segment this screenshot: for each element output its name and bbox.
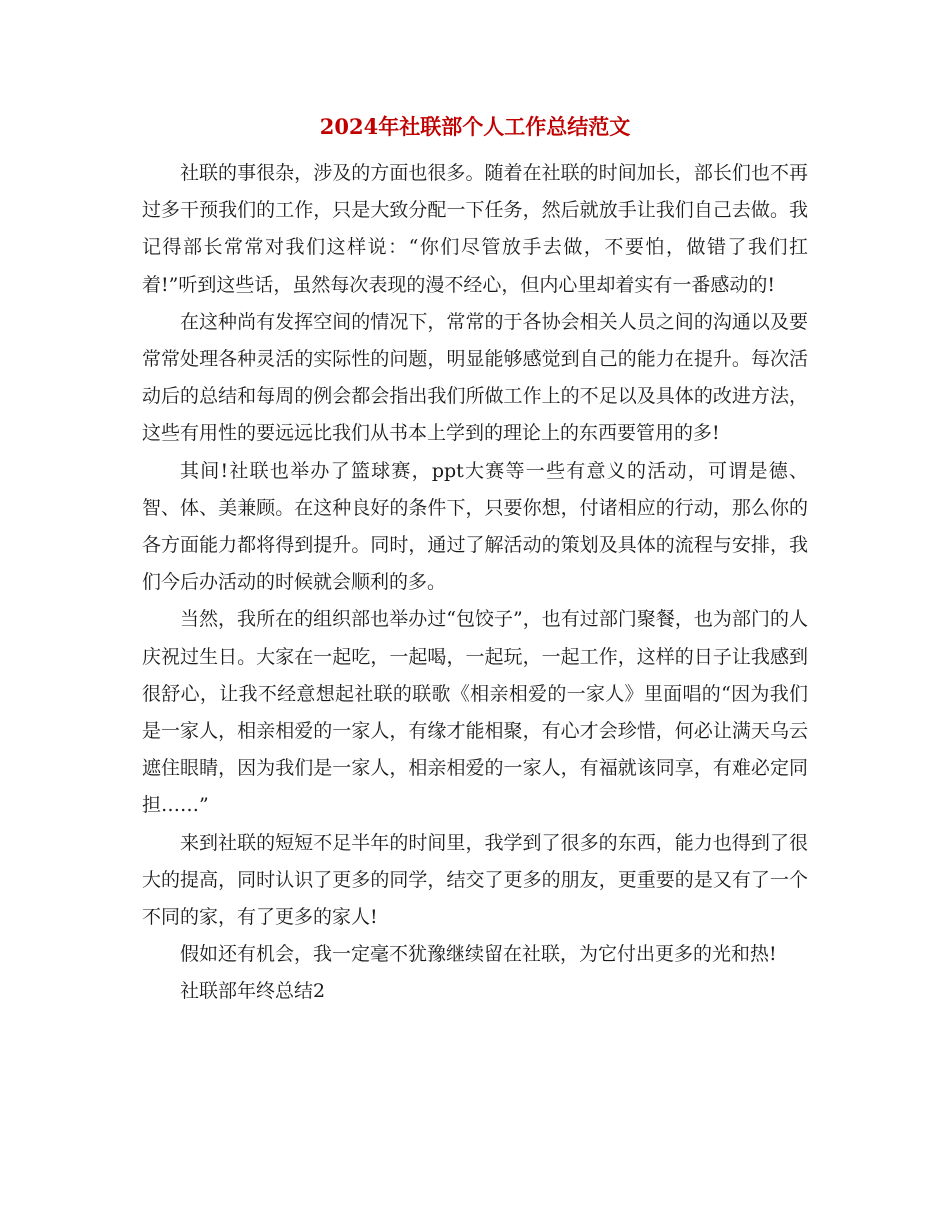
paragraph: 社联的事很杂，涉及的方面也很多。随着在社联的时间加长，部长们也不再过多干预我们的工作，只是大致分配一下任务，然后就放手让我们自己去做。我记得部长常常对我们这样说：“你们尽管放手去做，不要怕，做错了我们扛着!”听到这些话，虽然每次表现的漫不经心，但内心里却着实有一番感动的! bbox=[142, 162, 808, 296]
document-body bbox=[142, 155, 808, 1011]
section-heading: 社联部年终总结2 bbox=[180, 980, 326, 1003]
paragraph: 来到社联的短短不足半年的时间里，我学到了很多的东西，能力也得到了很大的提高，同时认识了更多的同学，结交了更多的朋友，更重要的是又有了一个不同的家，有了更多的家人! bbox=[142, 831, 808, 929]
paragraph: 其间!社联也举办了篮球赛，ppt大赛等一些有意义的活动，可谓是德、智、体、美兼顾。在这种良好的条件下，只要你想，付诸相应的行动，那么你的各方面能力都将得到提升。同时，通过了解活动的策划及具体的流程与安排，我们今后办活动的时候就会顺利的多。 bbox=[142, 459, 808, 594]
paragraph: 假如还有机会，我一定毫不犹豫继续留在社联，为它付出更多的光和热! bbox=[180, 943, 777, 966]
document-title: 2024年社联部个人工作总结范文 bbox=[319, 114, 631, 139]
paragraph: 在这种尚有发挥空间的情况下，常常的于各协会相关人员之间的沟通以及要常常处理各种灵活的实际性的问题，明显能够感觉到自己的能力在提升。每次活动后的总结和每周的例会都会指出我们所做工作上的不足以及具体的改进方法，这些有用性的要远远比我们从书本上学到的理论上的东西要管用的多! bbox=[142, 310, 808, 445]
paragraph: 当然，我所在的组织部也举办过“包饺子”，也有过部门聚餐，也为部门的人庆祝过生日。大家在一起吃，一起喝，一起玩，一起工作，这样的日子让我感到很舒心，让我不经意想起社联的联歌《相亲相爱的一家人》里面唱的“因为我们是一家人，相亲相爱的一家人，有缘才能相聚，有心才会珍惜，何必让满天乌云遮住眼睛，因为我们是一家人，相亲相爱的一家人，有福就该同享，有难必定同担……” bbox=[142, 608, 808, 817]
